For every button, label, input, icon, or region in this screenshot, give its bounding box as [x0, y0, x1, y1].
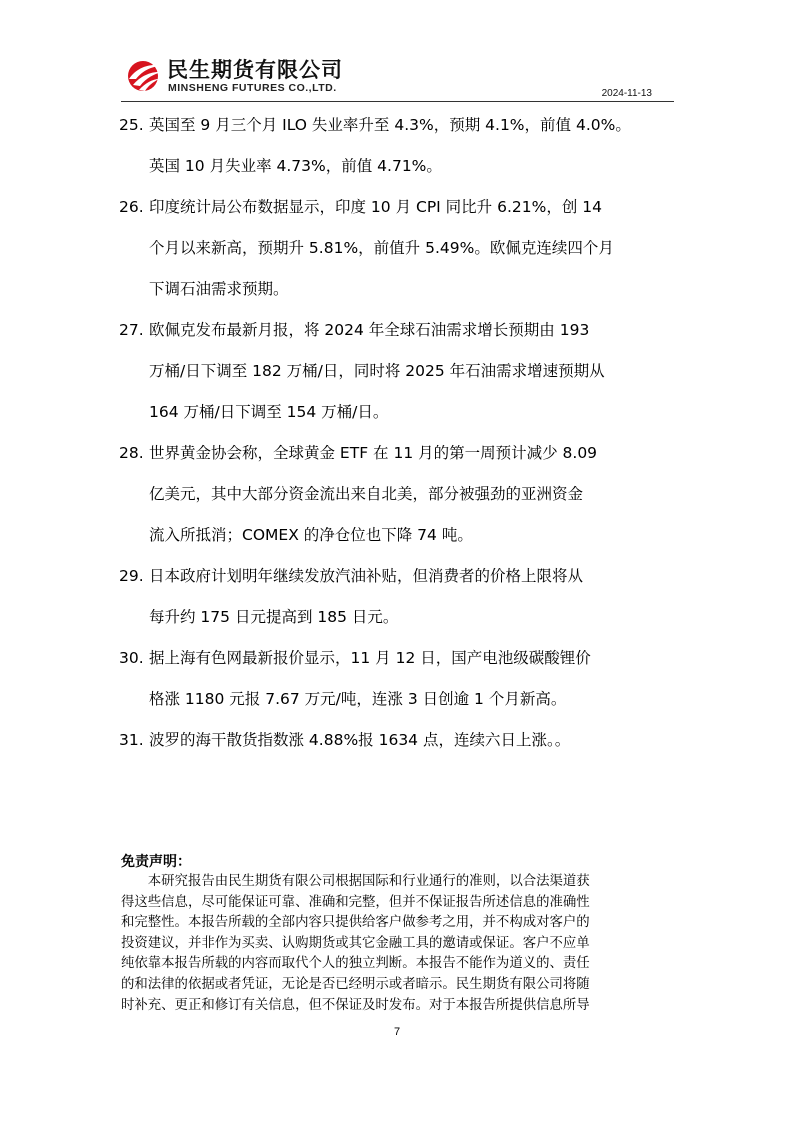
item-line: 每升约 175 日元提高到 185 日元。 — [149, 608, 399, 626]
disclaimer-title: 免责声明： — [121, 854, 191, 870]
item-line: 万桶/日下调至 182 万桶/日，同时将 2025 年石油需求增速预期从 — [149, 362, 605, 380]
news-list — [119, 105, 679, 761]
item-text — [149, 433, 679, 556]
item-line: 日本政府计划明年继续发放汽油补贴，但消费者的价格上限将从 — [149, 567, 584, 585]
news-item — [119, 187, 679, 310]
item-number: 29. — [119, 567, 144, 585]
disclaimer-line: 时补充、更正和修订有关信息，但不保证及时发布。对于本报告所提供信息所导 — [121, 997, 590, 1013]
item-text — [149, 310, 679, 433]
disclaimer-line: 投资建议，并非作为买卖、认购期货或其它金融工具的邀请或保证。客户不应单 — [121, 935, 590, 951]
news-item — [119, 720, 679, 761]
report-date: 2024-11-13 — [601, 88, 652, 99]
item-number: 26. — [119, 198, 144, 216]
disclaimer-line: 的和法律的依据或者凭证，无论是否已经明示或者暗示。民生期货有限公司将随 — [121, 976, 590, 992]
item-number: 28. — [119, 444, 144, 462]
item-line: 164 万桶/日下调至 154 万桶/日。 — [149, 403, 389, 421]
item-text — [149, 556, 679, 638]
disclaimer-line: 得这些信息，尽可能保证可靠、准确和完整，但并不保证报告所述信息的准确性 — [121, 894, 590, 910]
item-text — [149, 638, 679, 720]
item-text — [149, 105, 679, 187]
brand-name-cn: 民生期货有限公司 — [167, 58, 343, 82]
page-number: 7 — [393, 1026, 401, 1038]
item-line: 英国 10 月失业率 4.73%，前值 4.71%。 — [149, 157, 442, 175]
news-item — [119, 638, 679, 720]
item-number: 27. — [119, 321, 144, 339]
item-number: 31. — [119, 731, 144, 749]
item-line: 世界黄金协会称，全球黄金 ETF 在 11 月的第一周预计减少 8.09 — [149, 444, 598, 462]
disclaimer-line: 和完整性。本报告所载的全部内容只提供给客户做参考之用，并不构成对客户的 — [121, 915, 590, 931]
item-number: 30. — [119, 649, 144, 667]
item-line: 据上海有色网最新报价显示，11 月 12 日，国产电池级碳酸锂价 — [149, 649, 591, 667]
page-header — [121, 52, 674, 102]
item-line: 波罗的海干散货指数涨 4.88%报 1634 点，连续六日上涨。。 — [149, 731, 571, 749]
minsheng-logo-icon — [125, 57, 163, 93]
item-line: 英国至 9 月三个月 ILO 失业率升至 4.3%，预期 4.1%，前值 4.0%。 — [149, 116, 631, 134]
item-line: 欧佩克发布最新月报，将 2024 年全球石油需求增长预期由 193 — [149, 321, 590, 339]
item-line: 格涨 1180 元报 7.67 万元/吨，连涨 3 日创逾 1 个月新高。 — [149, 690, 567, 708]
item-line: 下调石油需求预期。 — [149, 280, 289, 298]
item-text — [149, 187, 679, 310]
item-number: 25. — [119, 116, 144, 134]
news-item — [119, 556, 679, 638]
brand-name-en: MINSHENG FUTURES CO.,LTD. — [168, 82, 337, 94]
item-line: 流入所抵消；COMEX 的净仓位也下降 74 吨。 — [149, 526, 473, 544]
item-line: 亿美元，其中大部分资金流出来自北美，部分被强劲的亚洲资金 — [149, 485, 584, 503]
news-item — [119, 433, 679, 556]
disclaimer-line: 本研究报告由民生期货有限公司根据国际和行业通行的准则，以合法渠道获 — [121, 874, 590, 889]
disclaimer-body — [121, 872, 677, 1016]
item-line: 印度统计局公布数据显示，印度 10 月 CPI 同比升 6.21%，创 14 — [149, 198, 602, 216]
item-line: 个月以来新高，预期升 5.81%，前值升 5.49%。欧佩克连续四个月 — [149, 239, 614, 257]
news-item — [119, 105, 679, 187]
item-text — [149, 720, 679, 761]
disclaimer-line: 纯依靠本报告所载的内容而取代个人的独立判断。本报告不能作为道义的、责任 — [121, 956, 590, 972]
news-item — [119, 310, 679, 433]
header-divider — [121, 101, 674, 102]
disclaimer-section — [121, 852, 677, 1016]
